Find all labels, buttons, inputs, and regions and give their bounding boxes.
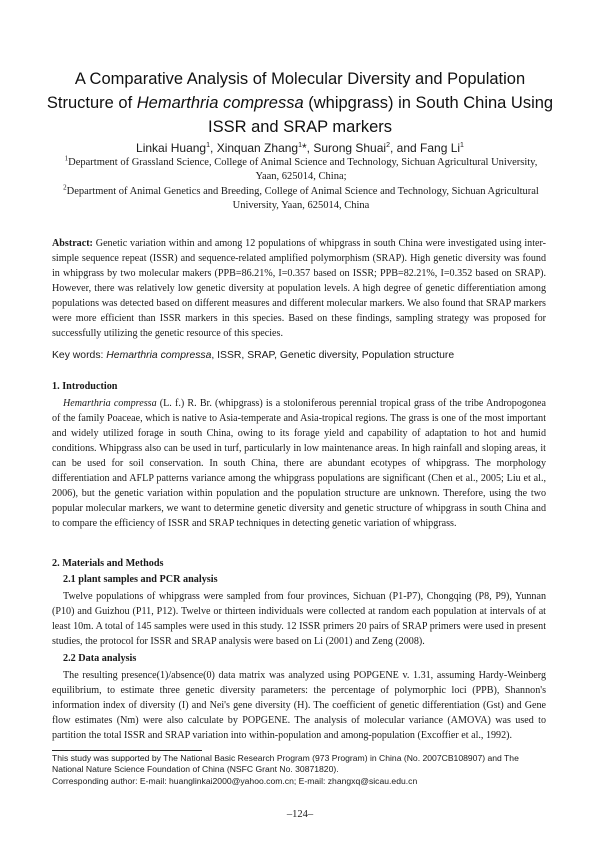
paper-title-line-1: A Comparative Analysis of Molecular Diversity and Population [74, 70, 526, 88]
keywords-text: , ISSR, SRAP, Genetic diversity, Population structure [211, 350, 455, 361]
section-heading-introduction: 1. Introduction [52, 381, 118, 392]
section-heading-methods: 2. Materials and Methods [52, 558, 164, 569]
author-name: Linkai Huang [136, 141, 207, 155]
abstract [52, 236, 546, 341]
subsection-heading-data-analysis: 2.2 Data analysis [63, 653, 137, 664]
abstract-label: Abstract: [52, 238, 93, 249]
keyword-species: Hemarthria compressa [106, 350, 212, 361]
keywords-label: Key words: [52, 350, 107, 361]
footnote-divider [52, 750, 202, 751]
affiliation-marker: 1 [298, 142, 302, 149]
corresponding-marker: * [302, 141, 307, 155]
samples-paragraph: Twelve populations of whipgrass were sampled from four provinces, Sichuan (P1-P7), Chongqing (P8, P9), Yunnan (P10) and Guizhou (P11, P12). Twelve or thirteen individuals were collected at random each population at intervals of at least 10m. A total of 145 samples were used in this study. 12 ISSR primers 20 pairs of SRAP primers were used in present studies, the protocol for ISSR and SRAP analysis were based on Li (2001) and Zeng (2008). [52, 591, 546, 647]
keywords [52, 349, 546, 363]
affiliation-text: Department of Grassland Science, College of Animal Science and Technology, Sichuan Agricultural University, Yaan, 625014, China; [68, 157, 538, 182]
page-number: –124– [286, 809, 314, 820]
affiliation-marker: 2 [386, 142, 390, 149]
affiliation-marker: 1 [206, 142, 211, 149]
species-name: Hemarthria compressa [136, 94, 304, 112]
author-name: Xinquan Zhang [216, 141, 299, 155]
abstract-text: Genetic variation within and among 12 populations of whipgrass in south China were investigated using inter-simple sequence repeat (ISSR) and sequence-related amplified polymorphism (SRAP). High genetic diversity was found in whipgrass by two molecular makers (PPB=86.21%, I=0.357 based on ISSR; PPB=82.21%, I=0.352 based on SRAP). However, there was relatively low genetic diversity at population levels. A high degree of genetic differentiation among populations was detected based on different measures and different molecular markers. We also found that SRAP markers were more efficient than ISSR markers in this species. Based on these findings, sampling strategy was proposed for successfully utilizing the genetic resource of this species. [52, 238, 546, 339]
author-name: Surong Shuai [313, 141, 387, 155]
funding-note: This study was supported by The National Basic Research Program (973 Program) in China (No. 2007CB108907) and The National Nature Science Foundation of China (NSFC Grant No. 30871820). [52, 753, 519, 775]
affiliation-marker: 1 [460, 142, 464, 149]
affiliation-marker: 2 [63, 183, 67, 192]
author-name: and Fang Li [396, 141, 461, 155]
affiliation-2 [62, 185, 540, 213]
paragraph-text: (L. f.) R. Br. (whipgrass) is a stoloniferous perennial tropical grass of the tribe Andropogonea of the family Poaceae, which is native to Asia-temperate and Asia-tropical regions. The grass is one of the most important and widely utilized forage in south China, owing to its forage yield and capability of adaptation to hot and humid conditions. Whipgrass also can be used in turf, particularly in low maintenance areas. In high rainfall and sloping areas, it can be used for soil conservation. In south China, there are abundant ecotypes of whipgrass. The morphology differentiation and AFLP patterns variance among the whipgrass populations are significant (Chen et al., 2005; Liu et al., 2006), but the genetic variation within population and the population structure are unknown. Therefore, using the two popular molecular markers, we want to determine genetic diversity and genetic structure of whipgrass in south China and to compare the efficiency of ISSR and SRAP techniques in detecting genetic variation of whipgrass. [52, 398, 546, 529]
title-text: Structure of [46, 94, 137, 112]
title-text: (whipgrass) in South China Using [303, 94, 554, 112]
introduction-paragraph [52, 396, 546, 531]
corresponding-author-note: Corresponding author: E-mail: huanglinkai2000@yahoo.com.cn; E-mail: zhangxq@sicau.edu.cn [52, 775, 418, 786]
paper-title-line-3: ISSR and SRAP markers [207, 118, 392, 136]
paper-title-line-2 [40, 91, 560, 115]
species-name: Hemarthria compressa [63, 398, 157, 409]
author-list: Linkai Huang$^1$, Xinquan Zhang$^1$*, Surong Shuai$^2$, and Fang Li$^1$ [136, 141, 464, 155]
affiliation-1 [62, 156, 540, 184]
affiliation-marker: 1 [64, 154, 69, 163]
subsection-heading-samples: 2.1 plant samples and PCR analysis [63, 574, 218, 585]
affiliation-text: Department of Animal Genetics and Breeding, College of Animal Science and Technology, Sichuan Agricultural University, Yaan, 625014, China [66, 186, 539, 211]
data-analysis-paragraph: The resulting presence(1)/absence(0) data matrix was analyzed using POPGENE v. 1.31, assuming Hardy-Weinberg equilibrium, to estimate three genetic diversity parameters: the percentage of polymorphic loci (PPB), Shannon's information index of diversity (I) and Nei's gene diversity (H). The coefficient of genetic differentiation (Gst) and Gene flow estimates (Nm) were also calculate by POPGENE. The analysis of molecular variance (AMOVA) was used to partition the total ISSR and SRAP variation into within-population and among-population (Excoffier et al., 1992). [52, 670, 546, 741]
footnote [52, 753, 546, 787]
